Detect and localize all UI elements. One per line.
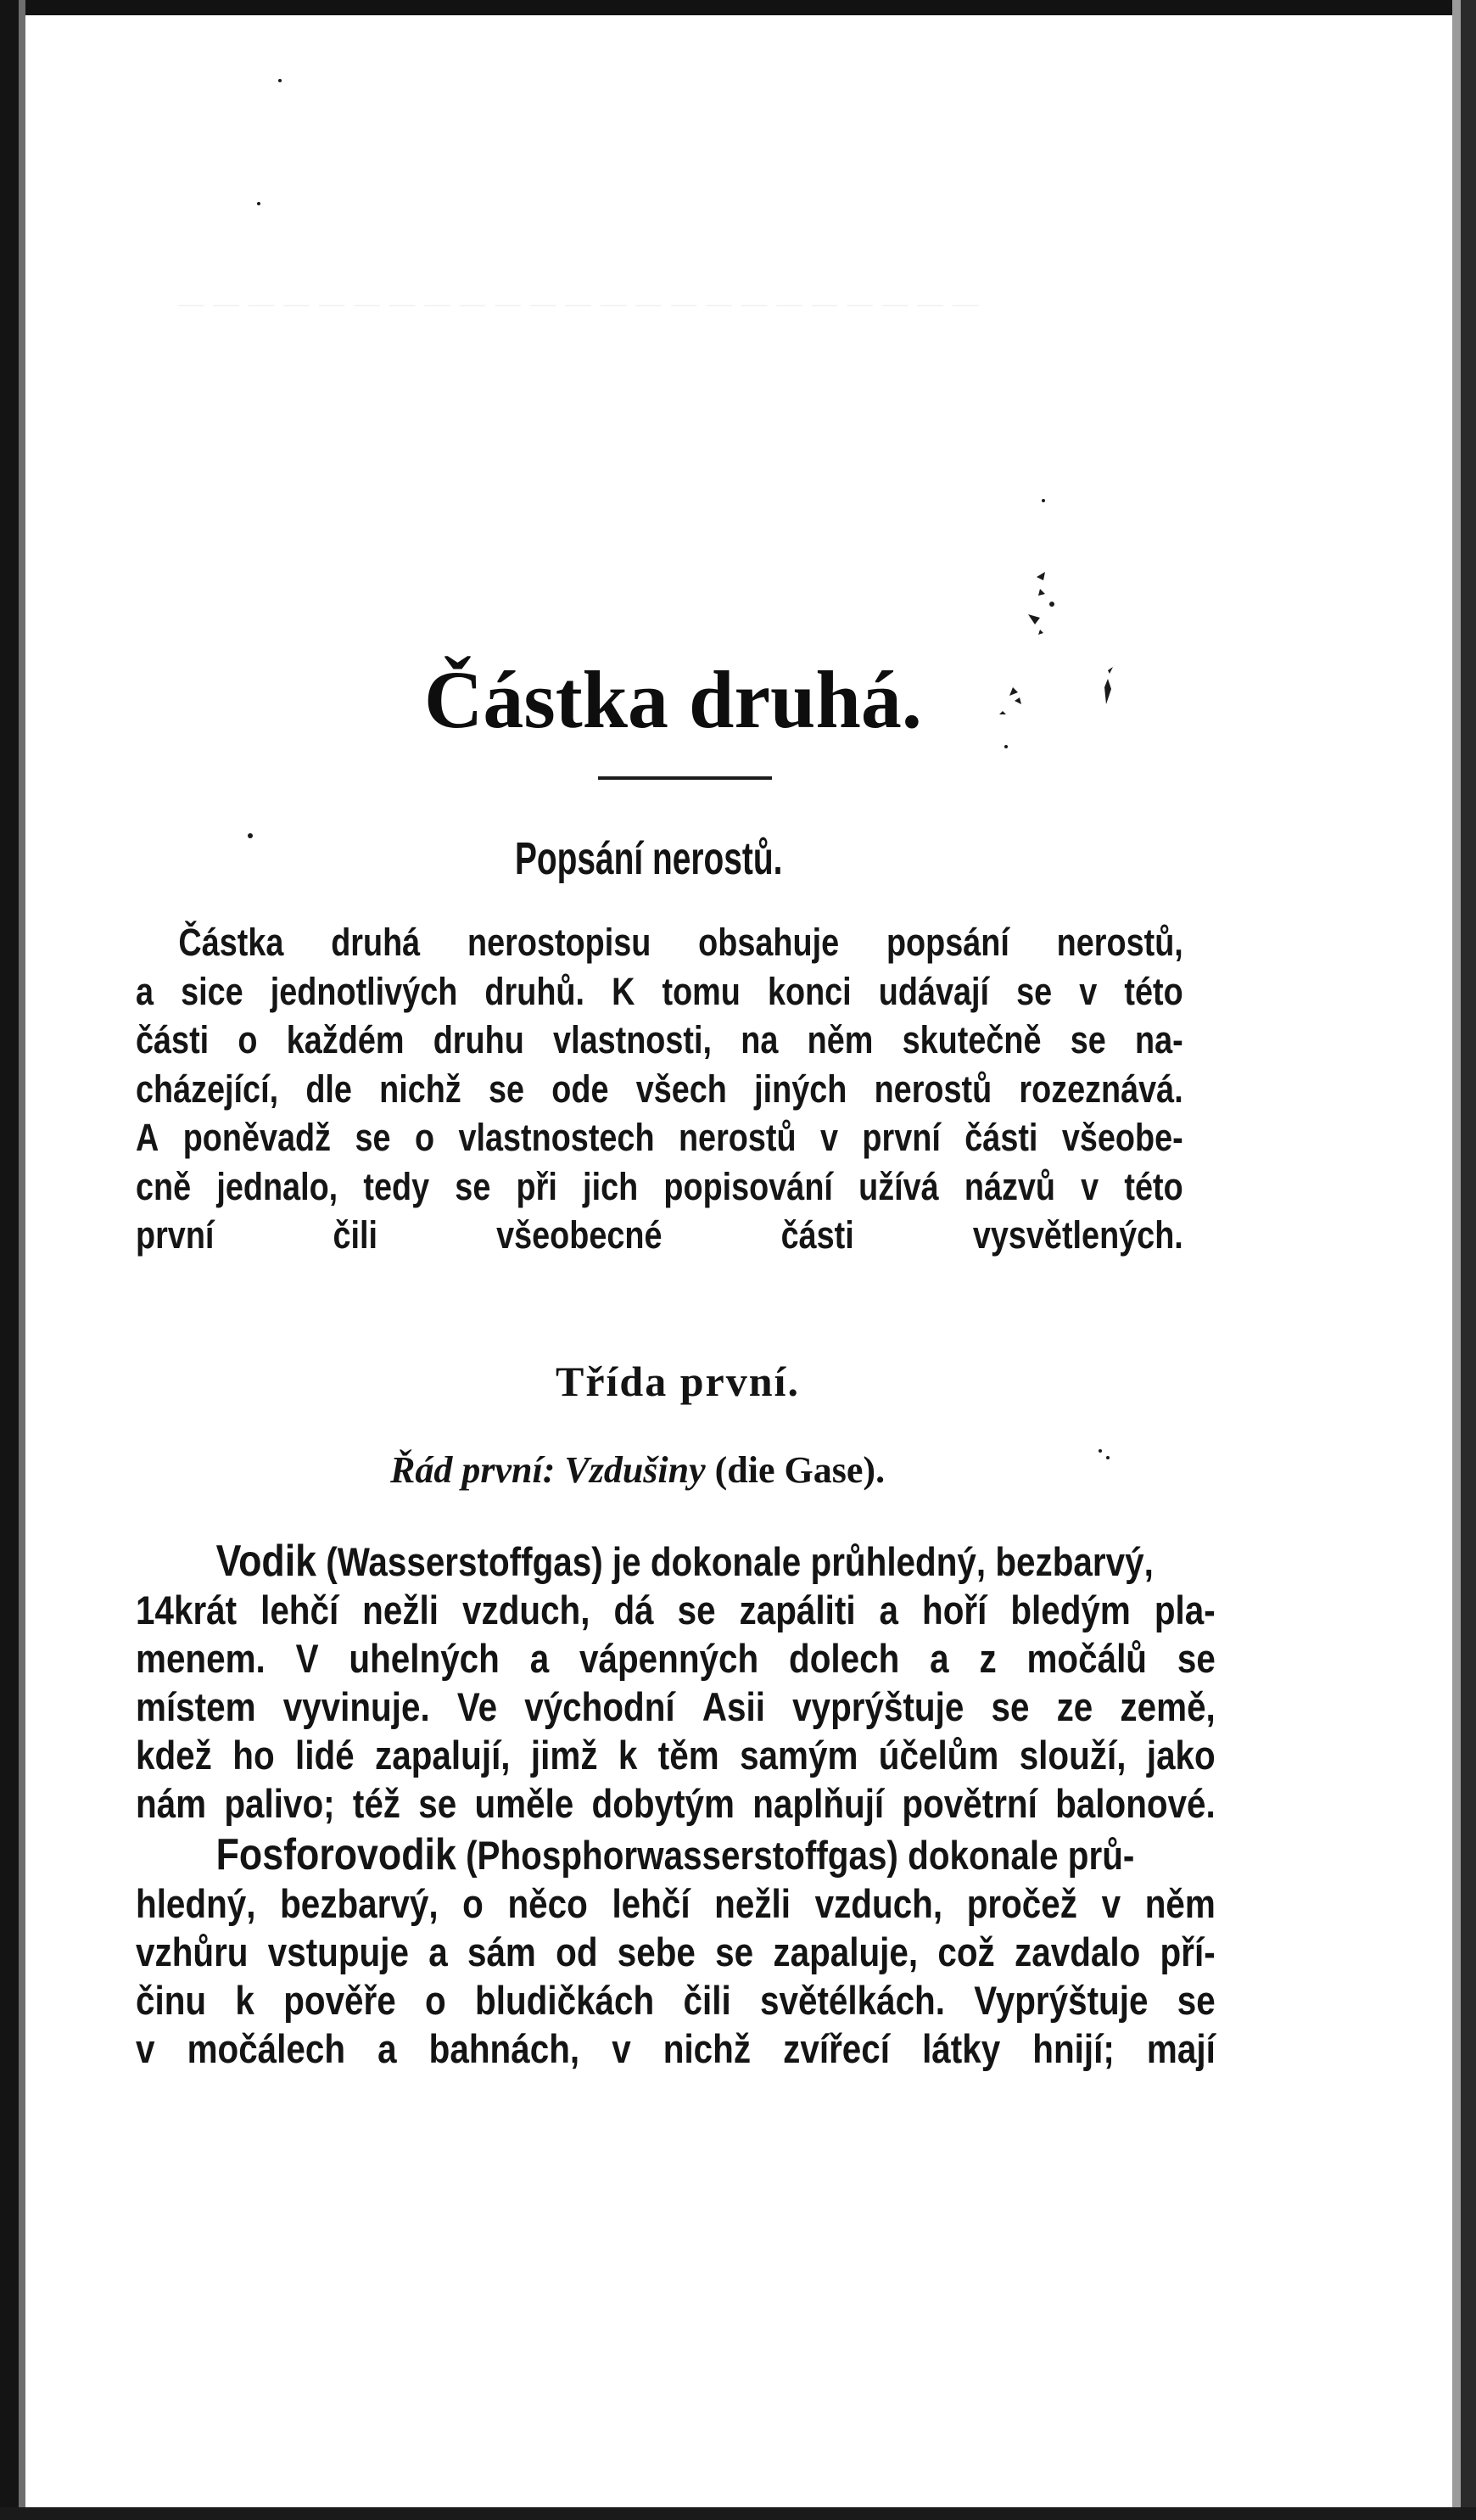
word: vlastnosti, bbox=[553, 1018, 712, 1061]
word: každém bbox=[286, 1018, 405, 1061]
scan-border-right bbox=[1461, 0, 1476, 2520]
word: všech bbox=[635, 1067, 727, 1111]
word: sice bbox=[181, 969, 243, 1013]
word: jednotlivých bbox=[270, 969, 458, 1013]
word: se bbox=[1177, 1636, 1216, 1681]
word: nerostů, bbox=[1056, 921, 1183, 964]
word: popisování bbox=[663, 1164, 833, 1208]
entry-text: (Wasserstoffgas) je dokonale průhledný, bezbarvý, bbox=[316, 1539, 1154, 1584]
word: v bbox=[612, 2026, 631, 2071]
word: na bbox=[741, 1018, 779, 1061]
word: a bbox=[879, 1588, 899, 1632]
scan-border-left-shadow bbox=[19, 0, 25, 2520]
word: se bbox=[1016, 969, 1053, 1013]
word: sám bbox=[467, 1929, 536, 1974]
entry-line bbox=[136, 1683, 1216, 1731]
word: pročež bbox=[966, 1881, 1077, 1926]
word: zapalují, bbox=[375, 1733, 511, 1778]
word: a bbox=[930, 1636, 949, 1681]
word: nežli bbox=[714, 1881, 791, 1926]
word: něco bbox=[507, 1881, 588, 1926]
word: druhá bbox=[331, 921, 421, 964]
word: jimž bbox=[530, 1733, 598, 1778]
word: o bbox=[425, 1978, 446, 2023]
word: druhů. bbox=[484, 969, 585, 1013]
word: a bbox=[377, 2026, 397, 2071]
word: rozeznává. bbox=[1019, 1067, 1183, 1111]
word: pří- bbox=[1160, 1929, 1216, 1974]
word: látky bbox=[922, 2026, 1001, 2071]
intro-line bbox=[136, 967, 1183, 1016]
word: cházející, bbox=[136, 1067, 279, 1111]
word: uhelných bbox=[349, 1636, 500, 1681]
word: části bbox=[136, 1018, 210, 1061]
entry-fosforovodik bbox=[136, 1831, 1216, 2073]
word: se bbox=[1177, 1978, 1216, 2023]
word: bludičkách bbox=[475, 1978, 655, 2023]
chapter-title: Částka druhá. bbox=[424, 654, 922, 745]
word: poněvadž bbox=[182, 1116, 332, 1159]
word: ze bbox=[1056, 1684, 1093, 1729]
order-heading bbox=[390, 1447, 1154, 1494]
word: hnijí; bbox=[1032, 2026, 1115, 2071]
word: v bbox=[136, 2026, 155, 2071]
word: místem bbox=[136, 1684, 256, 1729]
word: lehčí bbox=[260, 1588, 339, 1632]
word: něm bbox=[807, 1018, 874, 1061]
word: nerostopisu bbox=[467, 921, 651, 964]
word: v bbox=[819, 1116, 839, 1159]
word: vzhůru bbox=[136, 1929, 249, 1974]
intro-line bbox=[136, 918, 1183, 967]
entry-line bbox=[136, 1586, 1216, 1634]
word: lidé bbox=[295, 1733, 355, 1778]
word: vlastnostech bbox=[458, 1116, 655, 1159]
intro-line bbox=[136, 1162, 1183, 1212]
word: obsahuje bbox=[698, 921, 840, 964]
word: o bbox=[414, 1116, 435, 1159]
word: bledým bbox=[1010, 1588, 1131, 1632]
word: bahnách, bbox=[428, 2026, 580, 2071]
word: skutečně bbox=[902, 1018, 1042, 1061]
word: části bbox=[964, 1116, 1038, 1159]
word: K bbox=[612, 969, 635, 1013]
word: dobytým bbox=[591, 1781, 735, 1826]
word: 14krát bbox=[136, 1588, 238, 1632]
word: kdež bbox=[136, 1733, 212, 1778]
entry-line bbox=[136, 1879, 1216, 1928]
bleed-through-text: — — — — — — — — — — — — — — — — — — — — — — — bbox=[178, 289, 980, 317]
word: močálů bbox=[1026, 1636, 1148, 1681]
word: zapaluje, bbox=[773, 1929, 919, 1974]
word: všeobe- bbox=[1061, 1116, 1183, 1159]
intro-line bbox=[136, 1113, 1183, 1162]
scan-border-bottom bbox=[0, 2507, 1476, 2520]
word: se bbox=[418, 1781, 457, 1826]
order-german: (die Gase). bbox=[714, 1449, 886, 1491]
word: dá bbox=[613, 1588, 654, 1632]
word: dolech bbox=[789, 1636, 900, 1681]
word: nežli bbox=[362, 1588, 439, 1632]
word: se bbox=[991, 1684, 1030, 1729]
entry-line bbox=[136, 1976, 1216, 2024]
word: mají bbox=[1146, 2026, 1216, 2071]
word: nám bbox=[136, 1781, 207, 1826]
word: této bbox=[1124, 969, 1183, 1013]
word: první bbox=[862, 1116, 941, 1159]
word: k bbox=[235, 1978, 254, 2023]
word: a bbox=[136, 969, 154, 1013]
word: nichž bbox=[379, 1067, 461, 1111]
word: o bbox=[238, 1018, 258, 1061]
entry-line bbox=[136, 1634, 1216, 1683]
intro-line: první čili všeobecné části vysvětlených. bbox=[136, 1213, 1183, 1257]
word: při bbox=[516, 1164, 557, 1208]
word: jednalo, bbox=[216, 1164, 338, 1208]
word: cně bbox=[136, 1164, 192, 1208]
entry-vodik bbox=[136, 1537, 1216, 1828]
entry-line bbox=[136, 1731, 1216, 1779]
word: močálech bbox=[187, 2026, 346, 2071]
word: nichž bbox=[663, 2026, 752, 2071]
word: něm bbox=[1144, 1881, 1216, 1926]
entry-term: Vodik bbox=[215, 1537, 317, 1586]
word: Vyprýštuje bbox=[974, 1978, 1149, 2023]
section-title: Popsání nerostů. bbox=[515, 833, 783, 884]
word: popsání bbox=[886, 921, 1009, 964]
entry-line bbox=[136, 1831, 1216, 1879]
word: světélkách. bbox=[759, 1978, 945, 2023]
word: jako bbox=[1146, 1733, 1216, 1778]
word: konci bbox=[767, 969, 852, 1013]
word: země, bbox=[1120, 1684, 1216, 1729]
word: od bbox=[556, 1929, 598, 1974]
word: činu bbox=[136, 1978, 207, 2023]
entry-line bbox=[136, 1928, 1216, 1976]
word: v bbox=[1101, 1881, 1121, 1926]
word: ho bbox=[232, 1733, 275, 1778]
word: o bbox=[462, 1881, 484, 1926]
word: naplňují bbox=[752, 1781, 885, 1826]
word: k bbox=[618, 1733, 638, 1778]
word: účelům bbox=[878, 1733, 999, 1778]
word: Ve bbox=[456, 1684, 498, 1729]
word: samým bbox=[740, 1733, 858, 1778]
word: nerostů bbox=[874, 1067, 992, 1111]
word: Částka bbox=[178, 921, 284, 964]
word: uměle bbox=[474, 1781, 574, 1826]
word: ode bbox=[551, 1067, 609, 1111]
word: v bbox=[1079, 969, 1098, 1013]
word: v bbox=[1081, 1164, 1099, 1208]
word: a bbox=[428, 1929, 448, 1974]
word: lehčí bbox=[612, 1881, 690, 1926]
scan-border-right-shadow bbox=[1452, 0, 1461, 2520]
word: vápenných bbox=[579, 1636, 759, 1681]
word: vyvinuje. bbox=[282, 1684, 430, 1729]
word: se bbox=[455, 1164, 491, 1208]
entry-line bbox=[136, 1779, 1216, 1828]
word: se bbox=[488, 1067, 525, 1111]
word: zapáliti bbox=[739, 1588, 856, 1632]
scan-border-left bbox=[0, 0, 19, 2520]
word: A bbox=[136, 1116, 159, 1159]
word: užívá bbox=[858, 1164, 939, 1208]
word: a bbox=[529, 1636, 550, 1681]
word: pověře bbox=[283, 1978, 396, 2023]
word: slouží, bbox=[1019, 1733, 1127, 1778]
word: z bbox=[979, 1636, 997, 1681]
word: vzduch, bbox=[461, 1588, 590, 1632]
intro-line bbox=[136, 1016, 1183, 1065]
order-prefix: Řád první: bbox=[390, 1449, 556, 1491]
word: dle bbox=[305, 1067, 352, 1111]
word: tomu bbox=[662, 969, 741, 1013]
word: což bbox=[937, 1929, 995, 1974]
word: se bbox=[1070, 1018, 1106, 1061]
word: vstupuje bbox=[267, 1929, 409, 1974]
word: palivo; bbox=[224, 1781, 335, 1826]
word: nerostů bbox=[678, 1116, 797, 1159]
word: této bbox=[1124, 1164, 1183, 1208]
word: též bbox=[352, 1781, 401, 1826]
word: východní bbox=[524, 1684, 675, 1729]
entry-line bbox=[136, 2024, 1216, 2073]
word: se bbox=[715, 1929, 754, 1974]
word: V bbox=[295, 1636, 319, 1681]
class-heading: Třída první. bbox=[556, 1358, 800, 1405]
word: Asii bbox=[702, 1684, 765, 1729]
intro-paragraph bbox=[136, 918, 1183, 1260]
word: čili bbox=[683, 1978, 731, 2023]
word: se bbox=[677, 1588, 716, 1632]
word: vyprýštuje bbox=[792, 1684, 964, 1729]
word: pla- bbox=[1154, 1588, 1216, 1632]
word: udávají bbox=[878, 969, 990, 1013]
word: na- bbox=[1135, 1018, 1183, 1061]
order-name: Vzdušiny bbox=[564, 1449, 706, 1491]
word: tedy bbox=[363, 1164, 430, 1208]
entry-term: Fosforovodik bbox=[215, 1830, 456, 1879]
entry-text: (Phosphorwasserstoffgas) dokonale prů- bbox=[456, 1833, 1135, 1878]
word: jich bbox=[583, 1164, 639, 1208]
word: vzduch, bbox=[814, 1881, 943, 1926]
scan-border-top bbox=[0, 0, 1476, 15]
word: bezbarvý, bbox=[280, 1881, 439, 1926]
word: hledný, bbox=[136, 1881, 256, 1926]
intro-line bbox=[136, 1065, 1183, 1114]
word: balonové. bbox=[1055, 1781, 1216, 1826]
word: povětrní bbox=[902, 1781, 1037, 1826]
word: se bbox=[355, 1116, 391, 1159]
word: těm bbox=[657, 1733, 719, 1778]
word: hoří bbox=[921, 1588, 987, 1632]
entry-line bbox=[136, 1537, 1216, 1586]
word: menem. bbox=[136, 1636, 266, 1681]
word: názvů bbox=[964, 1164, 1055, 1208]
title-divider bbox=[598, 776, 772, 780]
word: druhu bbox=[433, 1018, 524, 1061]
word: jiných bbox=[754, 1067, 847, 1111]
word: zvířecí bbox=[783, 2026, 890, 2071]
word: sebe bbox=[617, 1929, 696, 1974]
word: zavdalo bbox=[1015, 1929, 1141, 1974]
